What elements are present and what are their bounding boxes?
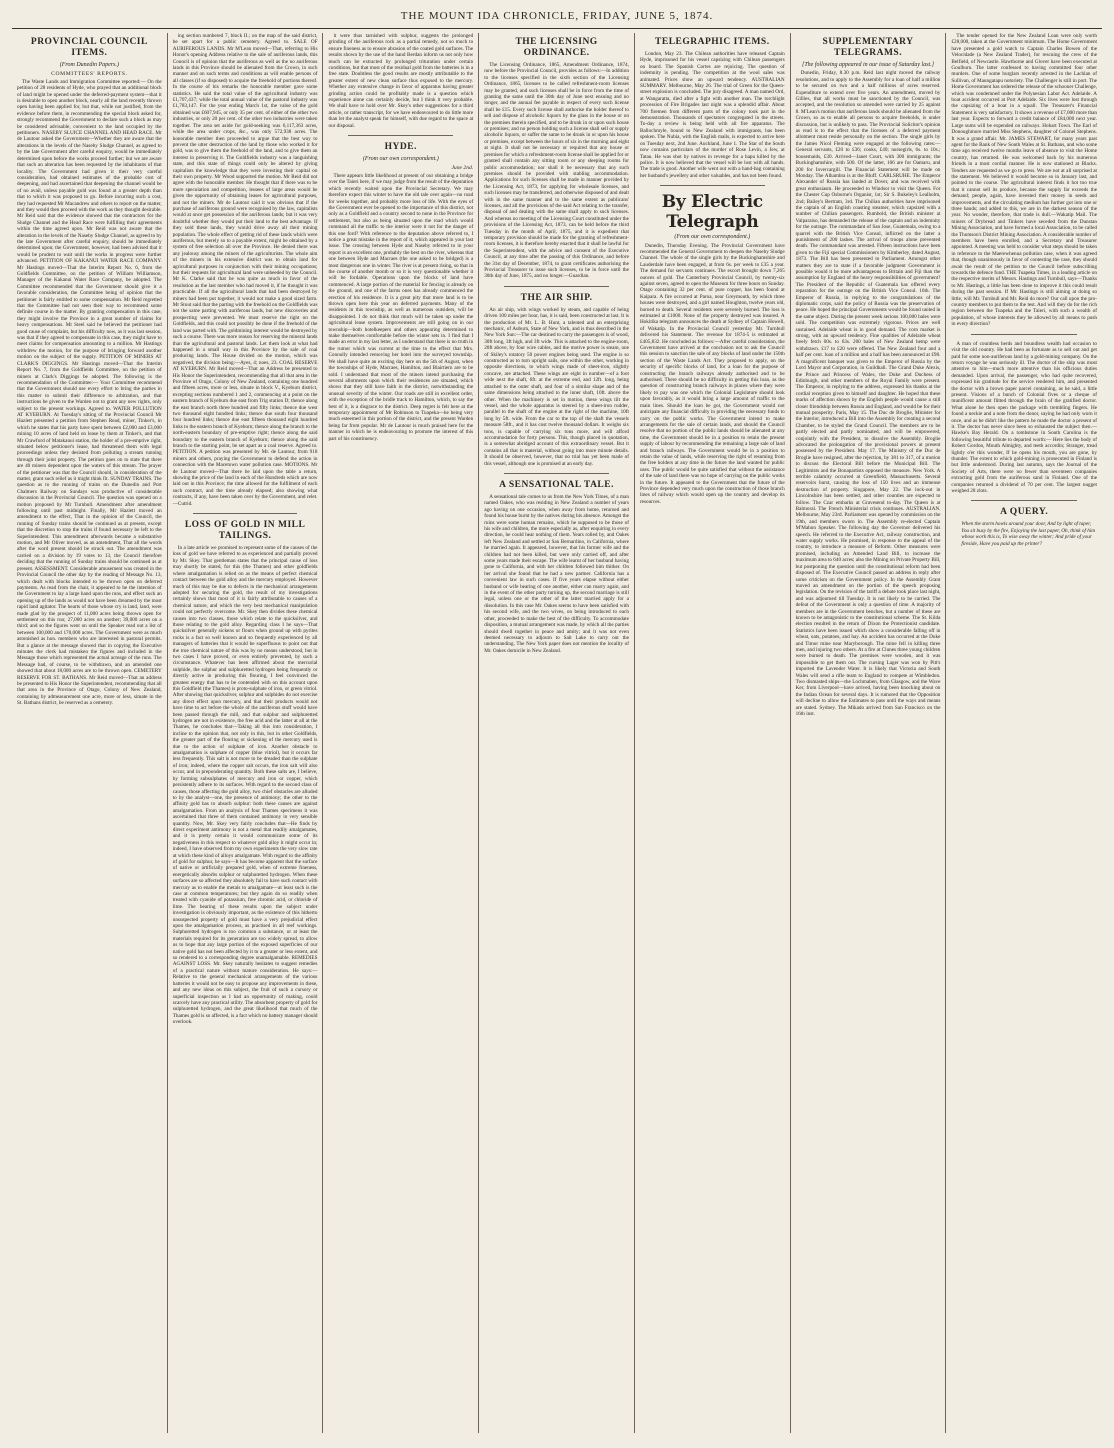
article-title: THE LICENSING ORDINANCE. — [515, 37, 598, 58]
article-body: Dunedin, Thursday Evening. The Provincial Government have recommended the General Government to deepen the Naseby Sludge Channel. The whole of the single girls by the Buckinghamshire and Lauderdale have been engaged, at from 6s. per week to £35 a year. The demand for servants continues. The escort brought down 7,265 ounces of gold. The Canterbury Provincial Council, by twenty-six against seven, agreed to open the Museum for three hours on Sunday. Otago containing 32 per cent. of pure copper, has been found at Kaipara. A fire occurred at Paroa, near Greymouth, by which three houses were destroyed, and a girl named Houghton, twelve years old, burned to death. Several residents were severely burned. The loss is estimated at £1000. None of the property destroyed was insured. A Hokitika telegram announces the death at Sydney of Captain Howell, of Wakatip. In the Provincial Council yesterday Mr. Turnbull delivered his Statement. The revenue for 1874-5 is estimated at £405,832. He concluded as follows:—After careful consideration, the Government have arrived at the conclusion not to ask the Council this session to sanction the sale of any blocks of land under the 150th section of the Waste Lands Act. They proposed to apply, on the security of specific blocks of land, for a loan for the purpose of constructing the branch railways already authorised and to be authorised. There should be no difficulty in getting this loan, as the question of constructing branch railways in places where they were likely to pay was one which the Colonial Legislature should look upon favorably, as it would bring a large amount of traffic to the main lines. Should the loan be got, the Government would not anticipate any financial difficulty in providing the necessary funds to carry on the public works. The Government intend to make arrangements for the sale of certain lands, and should the Council resolve that no portion of the public lands should be alienated at any time, the Government should be in a position to retain the present supply of labour by recommending the remaining a large sale of land and branch railways. The Government would be in a position to retain the value of lands, while reserving the right of resuming from the free holders at any time in the future the land wanted for public uses. The public would be quite satisfied that without the assistance of the sale of land there was no hope of carrying on the public works in the future. It appeared to the Government that the future of the Province depended very much upon the construction of those branch lines of railway which would open up the country and develop its resources. — [639, 242, 785, 505]
article-title: LOSS OF GOLD IN MILL TAILINGS. — [184, 520, 306, 542]
article-title: TELEGRAPHIC ITEMS. — [655, 37, 770, 47]
article-body: it were thus tarnished with sulphur, suggests the prolonged grinding of the auriferous rock as a partial remedy, not so much to ensure fineness as to ensure abrasion of the coated gold surfaces. The results shown by the use of the hand Berdan inform us not only how much can be extracted by prolonged trituration under certain conditions, but that most of the residual gold from the batteries is in a free state. Doubtless the good results are mostly attributable to the greater extent of new clean surface thus exposed to the mercury. Whether any extensive change in favor of apparatus having greater grinding action could be profitably made is a question which experience alone can certainly decide, but I think it very probable. We shall have to hold over Mr. Skey's other suggestions for a third article, or rather transcript, for we have endeavoured to do little more than let the analyst speak for himself, with due regard to the space at our disposal. — [328, 33, 474, 129]
article-body: London, May 23. The Chilean authorities have released Captain Hyde, imprisoned for his vessel capsizing with Chilean passengers on board. The Spanish Cortes are rejoicing. The question of indemnity is pending. The competition at the wool sales was animated. Prices show an upward tendency. AUSTRALIAN SUMMARY. Melbourne, May 26. The trial of Green for the Queen-street explosion is concluded. The jury disagreed. A man named Ord, at Wangaratta, died after a fight with another man. The torchlight procession of Fire Brigades last night was a splendid affair. About 700 firemen from different parts of the colony took part in the demonstration. Thousands of spectators congregated in the streets. To-day a review is being held with all fire apparatus. The Ballochmyle, bound to New Zealand with immigrants, has been spoken. The Nubia, with the English mails, is expected to arrive here on Tuesday next, 2nd June. Auckland, June 1. The Star of the South now contains particulars of the murder of Rose Levin, a Jew, at Tatau. He was shot by natives in revenge for a hapu killed by the police. It is now believed that the vessel will be lost with all hands. The trade is good. Another wife went out with a hand-bag containing her husband's jewellery and other valuables, and has not been found. — [639, 51, 785, 179]
article-body: The tender opened for the New Zealand Loan were only worth £28,000, taken at the Government minimum. The Home Government have presented a gold watch to Captain Charles Bowen of the Velocidade (a New Zealand Trader), for rescuing the crew of the Belfield, of Newcastle. Hawthorne and Glover have been executed at Goulburn. The latter confessed to having committed four other murders. One of some burglars recently arrested in the Lachlan of Sullivan, of Maungatapu notoriety. The Challenger is still in port. The Home Government has ordered the release of the schooner Challenge, which was condemned under the Polynesian Labor Act. Adelaide. A boat accident occurred at Port Adelaide. Six lives were lost through the capsizing of a boat in a squall. The Treasurer's Financial Statement is very satisfactory. It shows a revenue of £7,000 more than last year. Expects to forward a credit balance of £84,000 next year. Large sums will be expended on railways. Hobart Town. The Earl of Donoughmore married Miss Stephens, daughter of Colonel Stephens. It was a grand affair. Mr. JAMES STEWART, for many years past agent for the Bank of New South Wales at St. Bathans, and who some time ago received twelve months leave of absence to visit the Home country, has returned. He was welcomed back by his numerous friends in a most cordial manner. He is now stationed at Blacks. Tenders are requested as we go to press. We are not at all surprised at the statement. We believed it would become so in January last, and pointed to the course. The agricultural interest finds it hot too true that it cannot sell its produce, because the supply far exceeds the demand; people, again, have invested their money in seeds and improvements, and the circulating medium has further got into one or three hands; and added to this, we are in the darkest season of the year. No wonder, therefore, that trade is dull.—Wakatip Mail. The miners of Drybread and Tinkers have seceded from the Dunstan Mining Association, and have formed a local Association, to be called the Thomson's District Mining Association. A considerable number of members have been enrolled, and a Secretary and Treasurer appointed. A meeting was held to consider what steps should be taken in reference to the Maerewhenua pollution case, when it was agreed that, though unanimously in favor of contesting the case, they should await the result of the petition to the Council before subscribing towards the defence fund. THE Tuapeka Times, in a leading article on the respective merits of Messrs. Hastings and Turnbull, says—Thanks to Mr. Hastings, a little has been done to improve it this could result during the past session. If Mr. Hastings is still aiming at doing so little, will Mr. Turnbull and Mr. Reid do more? Our call upon the pro-country members to put them to the test. And will they do for the rich region between the Tuapeka and the Taieri, with such a wealth of population, of whose interests they be allowed by all means to push in every direction? — [951, 33, 1097, 328]
article-title: THE AIR SHIP. — [520, 292, 593, 303]
telegraph-banner: By Electric Telegraph — [661, 192, 763, 233]
article-note: [The following appeared in our issue of Saturday last.] — [802, 62, 935, 68]
article-body: The Waste Lands and Immigration Committee reported:— On the petition of 28 residents of Hyde, who prayed that an additional block of land might be opened under the deferred-payment system—that it is desirable to open another block, nearly all the land recently thrown open having been applied for, but that, while not justified, from the evidence before them, in recommending the special block asked for, strongly recommend the Government to declare such a block as may be considered advisable, convenient to the land occupied by the petitioners. NASEBY SLUICE CHANNEL AND HEAD RACE. Mr de Lautour asked the Government—Whether they are aware that the alterations in the levels of the Naseby Sludge Channel, as agreed to by the late Government after careful enquiry, would be immediately determined upon before the works proceed further; but we are aware that such an alteration has been requested by the inhabitants of that locality. The Government had given it their very careful consideration, had obtained estimates of the probable cost of deepening, and had ascertained that deepening the channel would be of no avail, unless payable gold was found at a greater depth than that to which it was proposed to go. Before incurring such a cost, they had requested Mr Macandrew and others to report on the matter, and they would then proceed with the work as they thought desirable. Mr Reid said that the evidence showed that the contractors for the Sludge Channel and the Head Race were fulfilling their agreements within the time agreed upon. Mr Reid was not aware that the alteration in the levels of the Naseby Sludge Channel, as agreed to by the late Government after careful enquiry, should be immediately determined upon; the Government, however, had been advised that it would be prudent to wait until the works in progress were further advanced. PETITION OF KAKANUI WATER RACE COMPANY. Mr Hastings moved—That the Interim Report No. 6, from the Goldfields Committee, on the petition of William Williamson, Manager of the Kakanui Water Race Company, be adopted. The Committee recommended that the Government should give it a favorable consideration, the Committee being of opinion that the petitioner is fairly entitled to some compensation. Mr Reid regretted that the Committee had not seen their way to recommend some definite course in the matter. By granting compensation in this case, they might involve the Province in a great number of claims for heavy compensations. Mr Steel said he believed the petitioner had good cause of complaint, but his difficulty now, as it was last session, was that if they agreed to compensate in this case, they might have to meet claims for compensation amounting to a million. Mr Hastings withdrew the motion, for the purpose of bringing forward another motion on the subject of the supply. PETITION OF MINERS AT CLARK'S DIGGINGS. Mr Hastings moved—That the Interim Report No. 7, from the Goldfields Committee, on the petition of miners at Clark's Diggings be adopted. The following is the recommendation of the Committee:— Your Committee recommend that the Government should use every effort to bring the parties in this matter to submit their difference to arbitration, and that instructions be given to the Warden not to grant any new rights, only subject to the present workings. Agreed to. WATER POLLUTION AT KYEBURN. At Tuesday's sitting of the Provincial Council Mr Hazlett presented a petition from Stephen Read, miner, Tinker's, in which he states that his party have spent between £2,000 and £3,000 mining 10 acres of land held on lease by them at Tinker's, and that Mr Crawford of Matakanui station, the holder of a pre-emptive right, situated below petitioner's lease, had threatened them with legal proceedings unless they desisted from polluting a stream running through their joint property. The petition goes on to state that there are 40 miners dependent upon the waters of this stream. The prayer of the petitioner was that the Council should, in consideration of the matter, grant such relief as it might think fit. SUNDAY TRAINS. The question as to the running of trains on the Dunedin and Port Chalmers Railway on Sundays was productive of considerable discussion in the Provincial Council. The question was opened on a motion proposed by Mr Turnbull. Amendment after amendment following until past midnight. Finally, Mr Hazlett moved an amendment to the effect, That in the opinion of the Council, the running of Sunday trains should be continued as at present, except that the discretion to stop the trains if found necessary be left to the Superintendent. This amendment afterwards became a substantive motion, and Mr Oliver moved, as an amendment, That all the words after the word present should be struck out. The amendment was carried on a division by 19 votes to 13, the Council therefore deciding that the running of Sunday trains should be continued as at present. ASSESSMENT. Considerable amusement was created in the Provincial Council the other day by the reading of Message No. 13, which dealt with blocks intended to be thrown open on deferred payments. As read from the chair, it appeared to be the intention of the Government to lay a large hand upon the runs, and effect such an opening up of the lands as would not have been dreamed by the most rapid land agitator. The hearts of those whose cry is land, land, were made glad by the prospect of 11,000 acres being thrown open for settlement on this run; 27,000 acres on another; 39,000 acres on a third; and so the figures went on until the Speaker read out a list of between 100,000 and 170,000 acres. The Government were as much astonished as hon. members who are interested in pastoral permits. But a glance at the message showed that in copying the Executive minutes the clerk had mistaken the figures and included in the Message those which represented the actual acreage of the runs. The Message had, of course, to be withdrawn, and an amended one showed that about 18,000 acres are to be thrown open. CEMETERY RESERVE FOR ST. BATHANS. Mr Reid moved—That an address be presented to His Honor the Superintendent, recommending that all that area in the Province of Otago, Colony of New Zealand, containing by admeasurement one acre, more or less, situate in the St. Bathans district, be reserved as a cemetery. — [17, 78, 162, 707]
divider — [660, 185, 765, 186]
article-title: HYDE. — [384, 142, 417, 153]
column-5 — [635, 33, 791, 1433]
article-body: ing section numbered 7, block II.; on the map of the said district, be set apart for a public cemetery. Agreed to. SALE OF AURIFEROUS LANDS. Mr M'Lean moved—That, referring to His Honor's opening Address relative to the sale of auriferous lands, this Council is of opinion that the auriferous as well as the no auriferous lands in this Province should be alienated from the Crown, in such manner and on such terms and conditions as will enable persons of all classes (if so disposed) to acquire the freehold of portions thereof. In the course of his remarks the honorable member gave some statistics. He said the total value of the agricultural industry was £1,707,437; while the total annual value of the pastoral industry was £1,783,147. For the year ending March 1st, the value of the gold obtained was £607,945, or only 35 per cent. of either of the other two industries, or only 20 per cent. of the other two industries were taken together. The area set aside for gold-seeking was 6,117,363 acres, while the area under crops, &c., was only 572,938 acres. The honorable member then proceeded to argue that the best way to prevent the utter destruction of the land by those who worked it for gold, was to give them the freehold of the land, and to give them an interest in preserving it. The Goldfields industry was a languishing state, and this state of things could only be altered by giving capitalists the knowledge that they were investing their capital on their own property. Mr Wood supported the motion. Mr Reid did not agree with the honorable member. He thought that if there was to be more speculation and competition, lessees of large areas would be given the opportunity of obtaining leases for agricultural purposes, and not the miners. Mr de Lautour said it was obvious that if the purchase of auriferous ground were recognised by the law, capitalists would at once get possession of the auriferous lands; but it was very doubtful whether they would put their land to the best advantage. If they sold these lands, they would drive away all their mining population. The whole effect of getting rid of these lands which were auriferous, but merely so to a payable extent, might be obtained by a system of free selection all over the Province. He denied there was any jealousy among the miners of the agriculturists. The whole aim of the miners in his extensive district was to obtain land for agricultural purposes in conjunction with their mining occupations; but their requests for agricultural land were unheeded by the Council. Mr K. Clarke said that he was quite as much in favor of the resolution as the last member who had moved it, if he thought it was practicable. If all the agricultural lands that had been destroyed by miners had been put together, it would not make a good sized farm. Mr Stout said that the parting with the freehold on the Goldfields was not the same parting with auriferous lands, but new discoveries and prospecting were prevented. We must reserve the right on the Goldfields, and this could not possibly be done if the freehold of the land was parted with. The goldmining interest would be destroyed by such a course. There was more reason for reserving the mineral lands than the agricultural and pastoral lands. Let them look at what had happened in a small way in this Province by the sale of coal producing lands. The House divided on the motion, which was negatived, the division being:—Ayes, 4; noes, 23. COAL RESERVE AT KYEBURN. Mr Reid moved—That an Address be presented to His Honor the Superintendent, recommending that all that area in the Province of Otago, Colony of New Zealand, containing one hundred and fifteen acres, more or less, situate in block V., Kyeburn district, excepting sections numbered 1 and 2, commencing at a point on the eastern branch of Kyeburn due east from Trig station D; thence along the east branch north three hundred and fifty links; thence due west two thousand eight hundred links; thence due south four thousand four hundred links; thence due east fifteen thousand eight hundred links to the eastern branch of Kyeburn; thence along the branch to the north-eastern boundary of pre-emptive right; thence along the said boundary to the eastern branch of Kyeburn; thence along the said branch to the starting point, be set apart as a coal reserve. Agreed to. PETITION. A petition was presented by Mr. de Lautour, from 918 miners and others, praying the Government to defend the action in connection with the Macetown water pollution case. MOTIONS. Mr de Lautour moved—That there be laid upon the table a return, showing the price of the land in each of the Hundreds which are now laid out in this Province; the time allowed for the fulfilment of each such contract, and the time already elapsed; also showing what contracts, if any, have been taken over by the Government, and relet. —Cutrid. — [172, 33, 318, 507]
article-body: The Licensing Ordinance, 1865, Amendment Ordinance, 1874, now before the Provincial Council, provides as follows:—In addition to the licenses specified in the sixth section of the Licensing Ordinance, 1865, licenses to be called refreshment-room licenses may be granted, and such licenses shall be in force from the time of granting the same until the 30th day of June next ensuing and no longer, and the annual fee payable in respect of every such license shall be £15. Every such license shall authorise the holder thereof to sell and dispose of alcoholic liquors by the glass in the house or on the premises therein specified, and to be drunk in or upon such house or premises; and no person holding such a license shall sell or supply alcoholic liquors, or suffer the same to be drunk in or upon his house or premises, except between the hours of six in the morning and eight at night. It shall not be necessary or required that any house or premises for which a refreshment-room license shall be applied for or granted shall contain any sitting room or any sleeping rooms for public accommodation; nor shall it be necessary that any such premises should be provided with stabling accommodation. Applications for such licenses shall be made in manner provided by the Licensing Act, 1873, for applying for wholesale licenses, and such licenses may be transferred, and otherwise disposed of and dealt with in the same manner and to the same extent as publicans' licenses, and all the provisions of the said Act relating to the transfer, disposal of and dealing with the same shall apply to such licenses. And whereas no meeting of the Licensing Court constituted under the provisions of the Licensing Act, 1873, can be held before the third Tuesday in the month of April, 1875, and it is expedient that temporary provision should be made for the granting of refreshment-room licenses, it is therefore hereby enacted that it shall be lawful for the Superintendent, with the advice and consent of the Executive Council, at any time after the passing of this Ordinance, and before the 31st day of December, 1874, to grant certificates authorising the Provincial Treasurer to issue such licenses, to be in force until the 30th day of June, 1875, and no longer.—Guardian. — [484, 62, 629, 280]
dateline: June 2nd. — [451, 164, 474, 171]
article-body: In a late article we promised to represent some of the causes of the loss of gold we have referred to as experienced and partially proved by Mr. Skey. That gentleman states that the principal cause of loss may shortly be stated, for this (the Thames) and other goldfields where amalgamation is relied on as the means of perfect chemical contact between the gold alloy and the mercury employed. However much of this may be due to defects in the mechanical arrangements adopted for securing the gold, the result of my investigations certainly shows that most of it is fairly attributable to causes of a chemical nature, and which the very best mechanical manipulation could not perfectly overcome. Mr. Skey then divides these chemical causes into two classes, those which relate to the quicksilver, and those relating to the gold alloy. Regarding class I he says—That quicksilver generally sickens or flours when ground up with pyrites rocks is a fact so well known and so frequently experienced by all managers of batteries that it would be superfluous to point out that the true chemical nature of this was by no means understood, but in two cases I have proved, or even entirely prevented, by such a circumstance. Whatever has been affirmed about the mercurial sulphide, the sulphur and sulphuretted hydrogen being frequently or directly active in producing this flouring, I feel convinced the greatest energy that has to be contended with on this account upon this Goldfield (the Thames) is proto-sulphate of iron, or green vitriol. After showing that quicksilver, sulphur and sulphides do not exercise any direct effect upon mercury, and that their products would not have time to act before the whole of the auriferous stuff would have been passed through the mill, and that sulphur and sulphuretted hydrogen are not in existence, the free acid and the latter at all at the Thames, he concludes that—Taking all this into consideration, I incline to the opinion that, not only in this, but in other Goldfields, the greater part of the flouring or sickening of the mercury used is due to the action of sulphate of iron. Another obstacle to amalgamation is sulphate of copper (blue vitriol), but it occurs far less frequently. This salt is not more to be dreaded than the sulphate of iron; indeed, where the copper salt occurs, the iron salt will also occur, and in preponderating quantity. Both these salts are, I believe, by forming subsulphates of mercury and iron or copper, which persistently adhere to its surfaces. With regard to the second class of causes, those affecting the gold alloy, two chief obstacles are alluded to by the analyst—one, the presence of antimony; the other to the affinity gold has to absorb sulphur: both these causes are against amalgamation. From an analysis of four Thames specimens it was ascertained that three of them contained antimony in very sensible quantity. Now, Mr. Skey very fairly concludes that—He finds by direct experiment antimony is not a metal that readily amalgamates, and it is pretty certain it would communicate some of its negativeness in this respect to whatever gold alloy it might occur in; indeed, I have observed from my own experiments the very slow rate at which these kind of alloys amalgamate. With regard to the affinity of gold for sulphur, he says—It has become apparent that the surface of native or artificially prepared gold, when of extreme fineness, energetically absorbs sulphur or sulphuretted hydrogen. When these surfaces are so affected they absolutely fail to have such contact with mercury as to enable the metals to amalgamate—at least such is the case at common temperatures; but they again do so readily when treated with cyanide of potassium, free chromic acid, or chloride of lime. The bearing of these results upon the subject under investigation is obviously important, as the existence of this hitherto unsuspected property of gold must have a very prejudicial effect upon the amalgamation process, as practised in all reef workings. Sulphuretted hydrogen is too common a substance, or at least the materials required for its generation are too widely spread, to allow us to hope that any large portion of the exposed superficies of our native gold has not been affected by it to a greater or less extent, and so rendered to a corresponding degree unamalgamable. REMEDIES AGAINST LOSS. Mr. Skey naturally hesitates to suggest remedies of a practical nature without mature consideration. He says:—Relative to the general mechanical arrangements of the various batteries it would not be easy to propose any improvements in these, and any new ideas on this subject, the fruit of such a cursory or superficial inspection as I had an opportunity of making, could scarcely have any practical utility. The absorbent property of gold for sulphuretted hydrogen, and the great likelihood that much of the Thames gold is so affected, is a fact which no battery manager should overlook. — [172, 545, 318, 1026]
divider — [504, 286, 609, 287]
article-body: Dunedin, Friday, 8.30 p.m. Reid last night moved the railway resolutions, and to apply to the Assembly for a loan of half a million to be secured on two and a half millions of acres reserved. Expenditure to extend over five years. An amendment, moved by Gillies, that all works must be sanctioned by the Council, was accepted, and the resolution so amended were carried by 25 against 8. M'Lean's motion that auriferous lands should be alienated from the Crown, so as to enable all persons to acquire freeholds, is under discussion, but is unlikely to pass. The Provincial Solicitor's opinion as read is to the effect that the licenses of a deferred payment allotment must reside personally on the section. The single girls by the James Nicol Fleming were engaged at the following rates:—General servants, £20 to £36; cooks, £40; nursegirls, 6s. to 10s.; housemaids, £30. Arrived—Janet Court, with 300 immigrants; the Buckinghamshire, with 500. Of the latter, 106 are for Oamaru, and 200 for Invercargill. The Financial Statement will be made on Monday. The Alhambra is at the Bluff. CARLSRUHE. The Emperor Alexander of Russia has landed at Dover, and was received with great enthusiasm. He proceeded to Windsor to visit the Queen. For the Chester Cup Osborne's Organist, 1st; Sir S. Bukeley's Lealholm, 2nd; Bailey's Bertram, 3rd. The Chilian authorities have imprisoned the captain of an English coasting steamer, which capsized with a number of Chilian passengers. Rumbold, the British minister at Valparaiso, has demanded the release of the captain and an indemnity for the outrage. The commandant of San Jose, Guatemala, owing to a quarrel with the British Vice Consul, inflicted on the latter a punishment of 200 lashes. The arrival of troops alone prevented death. The commandant was arrested. Fifteen instructions have been given to the Fiji special Commissioners by Kimberley, dated August, 1873. The Bill has been presented to Parliament. Amongst other matters they are to state if a favorable judgment Government is possible would it be more advantageous to Britain and Fiji than the assumption by England of the heavy responsibilities of government? The President of the Republic of Guatemala has offered every reparation for the outrage on the British Vice Consul. 16th. The Emperor of Russia, in replying to the congratulations of the diplomatic corps, said the policy of Russia was the preservation of peace. He hoped the principal Governments would be found united in the same object. During the present week serious 100,000 bales were sold. The competition was extremely vigorous. Prices are well sustained. Adelaide wheat is in good demand. The corn market is strong, with an upward tendency. Fine qualities of Adelaide wheat freely fetch 60s. to 63s. 200 bales of New Zealand hemp were withdrawn. £17 to £20 were offered. The New Zealand four and a half per cent. loan of a million and a half has been announced at £98. A magnificent banquet was given to the Emperor of Russia by the Lord Mayor and Corporation, in Guildhall. The Grand Duke Alexis, the Prince and Princess of Wales, the Duke and Duchess of Edinburgh, and other members of the Royal Family were present. The Emperor, in replying to the address, expressed his thanks at the cordial reception given to himself and daughter. He hoped that these marks of affection shown by the English people would cause a still closer friendship between Russia and England, and would be for their mutual prosperity. Paris, May 15. The Duc de Broglie, Minister for the Interior, introduced a Bill into the Assembly for creating a second Chamber, to be styled the Grand Council. The members are to be partly elected and partly nominated, and will be empowered, conjointly with the President, to dissolve the Assembly. Broglie advocated the prolongation of the provisional powers at present possessed by the President. May 17. The Ministry of the Duc de Broglie have resigned, after the rejection, by 381 to 317, of a motion to discuss the Electoral Bill before the Municipal Bill. The Legitimists and the Bonapartists opposed the measure. New York. A terrible calamity occurred at Greenfield, Massachusetts. Several reservoirs burst, causing the loss of 150 lives and an immense destruction of property. Singapore, May 22. The lock-out in Lincolnshire has been settled, and other counties are expected to follow. The Czar embarks at Gravesend to-day. The Queen is at Balmoral. The French Ministerial crisis continues. AUSTRALIAN. Melbourne, May 23rd. Parliament was opened by commission on the 19th, and members sworn in. The Assembly re-elected Captain M'Mahon Speaker. The following day the Governor delivered his speech. He referred to the Executive Act, railway construction, and water supply works. He promised, in response to the appeal of the country, to introduce a measure of Reform. Other measures were promised, including an Amended Land Bill, to increase the maximum area to 640 acres; also the Mining on Private Property Bill, but postponing the question until the constitutional reform had been disposed of. The Executive Council passed an address in reply after some criticism on the Government policy. In the Assembly Grant moved an amendment on the portion of the speech proposing legislation. On the revision of the tariff a debate took place last night, and was adjourned till Tuesday. It is not likely to be carried. The defeat of the Government is only a question of time. A majority of members are in the Government benches, but a number of these are known to be antagonistic to the constitutional scheme. The St. Kilda election resulted in the return of Dixon the Protectionist candidate. Statistics have been issued which show a considerable falling off in wheat, oats, potatoes, and hay. An accident has occurred at the Duke and Timor mine near Maryborough. The mine fell in killing three men, and injuring two others. At a fire at Clunes three young children were burned to death. The premises were wooden, and it was impossible to get them out. The cursing Lager was won by Pitt's imported the Lavender Water. It is likely that Victoria and South Wales will send a rifle team to England to compete at Wimbledon. Two dismasted ships—the Lochmaben, from Glasgow, and the Wave Ker, from Liverpool—have arrived, having been knocking about on the Indian Ocean for several days. It is rumored that the Opposition will decline to allow the Estimates to pass until the ways and means are stated. Sydney. The Mikado arrived from San Francisco on the 16th inst. — [795, 70, 941, 718]
column-7 — [946, 33, 1102, 1433]
masthead: THE MOUNT IDA CHRONICLE, FRIDAY, JUNE 5, 1874. — [12, 10, 1102, 29]
columns — [12, 33, 1102, 1433]
article-source: (From Dunedin Papers.) — [59, 62, 119, 68]
column-4 — [479, 33, 635, 1433]
divider — [348, 135, 453, 136]
column-6 — [791, 33, 947, 1433]
article-title: A QUERY. — [1000, 507, 1049, 518]
divider — [971, 334, 1077, 335]
article-body: A sensational tale comes to us from the New York Times, of a man named Oakes, who was residing in New Zealand a number of years ago having on one occasion, when away from home, returned and found his house burnt by the natives during his absence. Amongst the ruins were some human remains, which he supposed to be those of his wife and children, the more especially as, after enquiring in every direction, he could hear nothing of them. Years rolled by, and Oakes left New Zealand and settled at San Bernardino, in California, where he married again. It appeared, however, that his former wife and the children had not been killed, but were only carried off, and after some years made their escape. The wife learnt of her husband having gone to California, and with her children followed him thither. On her arrival she found that he had a new partner. California has a convenient law in such cases. If five years elapse without either husband or wife hearing of one another, either can marry again, and in the event of the other party turning up, the second marriage is still legal, unless one or the other of the latter married apply for a dissolution. In this case Mr. Oakes seems to have been satisfied with his second wife, and the two wives, on being introduced to each other, proceeded to make the best of the difficulty. To accommodate disposition, a mutual arrangement was made, by which all the parties should dwell together in peace and amity; and it was not even deemed necessary to adjourn to Salt Lake to carry out the understanding. The New York paper does not mention the locality of Mr. Oakes domicile in New Zealand. — [484, 493, 629, 654]
article-title: A SENSATIONAL TALE. — [499, 479, 614, 490]
article-source: (From our own correspondent.) — [362, 156, 439, 163]
article-body: A man of countless herds and boundless wealth had occasion to visit the old country. He had been as fortunate as to sell out and get paid for some non-auriferous land by a gold-mining company. On the return voyage he was seriously ill. The doctor of the ship was most attentive to him—much more attentive than his officious duties demanded. Upon arrival, the passenger, who had quite recovered, expressed his gratitude for the service rendered him, and presented the doctor with a brown paper parcel containing, as he said, a little present. Visions of a bunch of Colonial fives or a cheque of munificent amount flitted through the brain of the gratified doctor. What alone he then open the package with trembling fingers. He found a neckie and a note from the donor, saying he had only worn it once, and as he didn't like the pattern he made the doctor a present of it. The doctor has never since been so exhausted the subject then.—Hawke's Bay Herald. On a tombstone in South Carolina is the following beautiful tribute to departed worth:— Here lies the body of Robert Gordon, Mouth Almighty, and teeth accordin; Stranger, tread lightly o'er this wonder, If he opens his mouth, you are gone, by thunder. The extent to which gold-mining is prosecuted in Finland is but little understood. During last autumn, says the Journal of the Society of Arts, there were no fewer than seventeen companies extracting gold from the auriferous sand in Finland. One of the companies returned a dividend of 70 per cent. The largest nugget weighed 28 zlots. — [951, 340, 1097, 495]
article-title: PROVINCIAL COUNCIL ITEMS. — [30, 37, 148, 58]
article-body: An air ship, with wings worked by steam, and capable of being driven 100 miles per hour, has, it is said, been constructed at last. It is the production of Mr. L. B. Hunt, a talented and an enterprising mechanic, of Auburn, State of New York, and is thus described in the New York Sun:—The car destined to carry the passengers is of wood, 30ft long, 3ft high, and 3ft wide. This is attached to the engine-room, 20ft above, by four wire cables, and the motive power is steam, one of Skiley's rotatory 50 power engines being used. The engine is so constructed as to turn upright sails, one within the other, working in opposite directions, to which wings made of sheet-iron, slightly concave, are attached. These wings are eight in number—of a foot wide next the shaft, 6ft. at the extreme end, and 12ft. long, being attached to the outer shaft, and four of a similar shape and of the same dimensions being attached to the inner shaft, 10ft. above the other. When the machinery is set in motion, these wings tilt the vessel, and the whole apparatus is steered by a sheet-iron rudder, parallel to the shaft of the engine at the right of the machine, 10ft long by 5ft. wide. From the car to the top of the shaft the vessels measure 58ft., and it has cost twelve thousand dollars. It weighs six tons, is capable of carrying six tons more, and will afford accommodation for forty persons. This, though placed in quotation, is a somewhat abridged account of this extraordinary vessel. But it contains all that is material, without going into more minute details. It should be observed, however, that no trial has yet been made of this vessel, although one is promised at an early day. — [484, 306, 629, 467]
column-2 — [168, 33, 324, 1433]
poem: When the storm howls around your door, And by light of taper, You sit busy by the fire, Enjoying the last paper, Oh, think of him whose work this is, To wise away the winter; And pride of your fireside, Have you paid up the printer? — [961, 521, 1096, 547]
article-title: SUPPLEMENTARY TELEGRAMS. — [822, 37, 914, 58]
column-1 — [12, 33, 168, 1433]
article-source: (From our own correspondent.) — [674, 234, 751, 241]
divider — [971, 500, 1077, 501]
column-3 — [323, 33, 479, 1433]
section-heading: COMMITTEES' REPORTS. — [51, 71, 128, 78]
article-body: There appears little likelihood at present of our obtaining a bridge over the Taieri here, if we may judge from the result of the deputation which recently waited upon the Provincial Secretary. We may therefore expect this winter to have the old tale over again—no road for weeks together, and probably more loss of life. With the eyes of the Government ever be opened to the importance of this district, not only as a Goldfield and a country second to none in the Province for settlement, but also as being situated upon the road which would command all the traffic to the interior were it not for the danger of this one ford? With reference to the deputation above referred to, I notice a great mistake in the report of it, which appeared in your last issue. The crossing between Hyde and Naseby referred to in your report is an excellent one, probably the best on the river, whereas that one between Hyde and Macraes (the one asked to be bridged) is a most dangerous one in winter. The river is at present rising, so that in the course of another month or so it is very questionable whether it will be fordable. Operations upon the blocks of land have commenced. A large portion of the material for fencing is already on the ground, and one of the farms ones has already commenced the erection of his residence. It is a great pity that more land is to be thrown open here this year on deferred payments. Many of the residents in this township, as well as numerous outsiders, will be disappointed. I do not think that much will be taken up under the agricultural lease system. Improvements are still going on in our township—both hotelkeepers and others appearing determined to make themselves comfortable before the winter sets in. I find that I made an error in my last letter, as I understand that there is no truth in the rumor which was current at the time to the effect that Mrs. Connolly intended removing her hotel into the surveyed township. We shall have quite an exciting day here on the 5th of August, when the townships of Hyde, Macraes, Hamilton, and Blairtiern are to be sold. I understand that most of the miners intend purchasing the several allotments upon which their residences are situated, which shows that they still have faith in the district, notwithstanding the unusual severity of the winter. Our roads are still in excellent order, with the exception of the bridle track to Hamilton, which, to say the best of it, is a disgrace to the district. Deep regret is felt here at the temporary appointment of Mr Robinson to Tuapeka—he being very much esteemed in this portion of the district, and the present Warden being far from popular. Mr de Lautour is much praised here for the manner in which he is endeavouring to promote the interest of this part of his constituency. — [328, 172, 474, 442]
divider — [193, 513, 298, 514]
divider — [504, 473, 609, 474]
